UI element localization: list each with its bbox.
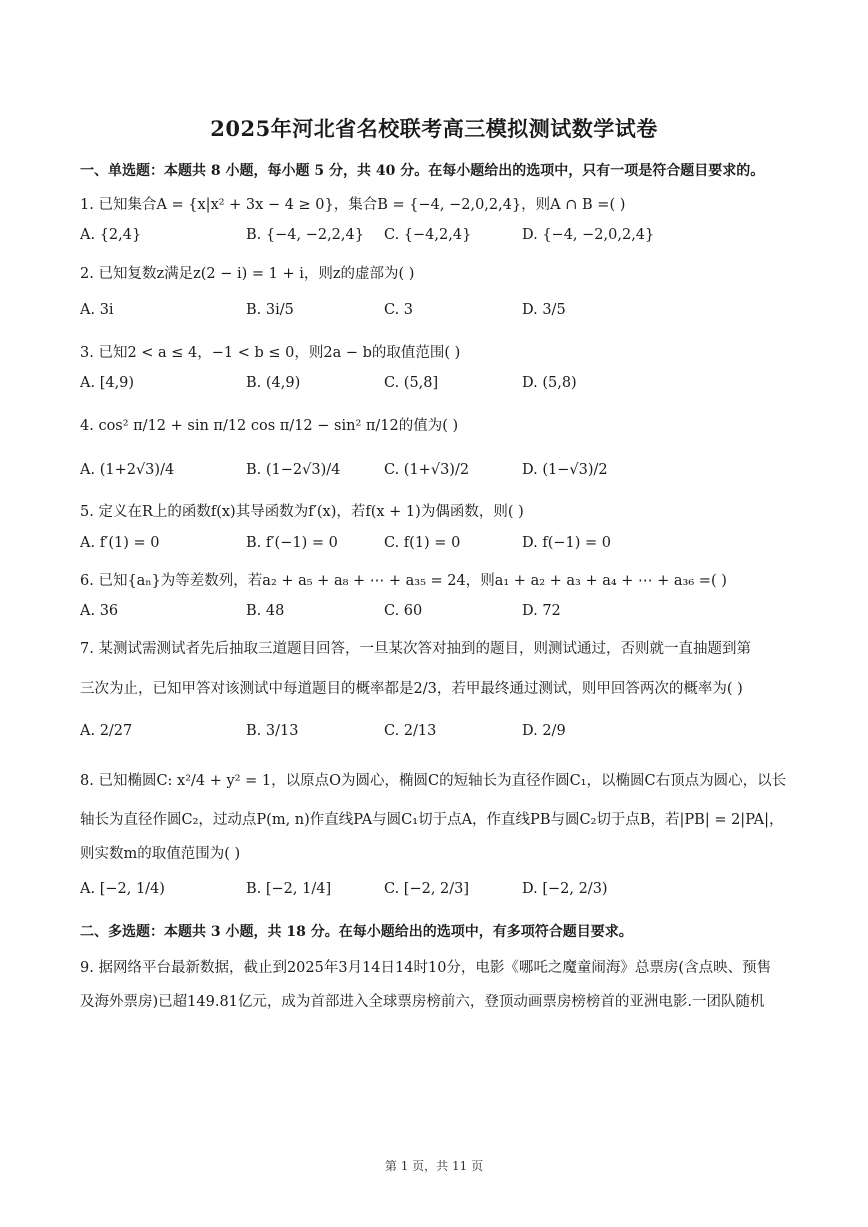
question-6-option-a: A. 36 (80, 603, 119, 619)
question-3-option-a: A. [4,9) (80, 375, 135, 391)
question-8-stem-line-2: 轴长为直径作圆C₂，过动点P(m, n)作直线PA与圆C₁切于点A，作直线PB与圆C₂切于点B，若|PB| = 2|PA|， (80, 812, 784, 828)
question-6-option-b: B. 48 (246, 603, 285, 619)
question-8-option-a: A. [−2, 1/4) (80, 881, 165, 897)
question-4-option-b: B. (1−2√3)/4 (246, 462, 341, 478)
question-7-stem-line-2: 三次为止，已知甲答对该测试中每道题目的概率都是2/3，若甲最终通过测试，则甲回答两次的概率为( ) (80, 681, 743, 697)
question-9-stem-line-2: 及海外票房)已超149.81亿元，成为首部进入全球票房榜前六，登顶动画票房榜榜首的亚洲电影.一团队随机 (80, 994, 765, 1010)
question-2-option-c: C. 3 (384, 302, 414, 318)
question-5-stem: 5. 定义在R上的函数f(x)其导函数为f′(x)，若f(x + 1)为偶函数，则( ) (80, 504, 524, 520)
question-7-option-d: D. 2/9 (522, 723, 566, 739)
question-5-option-c: C. f(1) = 0 (384, 535, 461, 551)
question-1-option-a: A. {2,4} (80, 227, 142, 243)
question-7-option-c: C. 2/13 (384, 723, 437, 739)
question-8-option-c: C. [−2, 2/3] (384, 881, 470, 897)
question-8-option-b: B. [−2, 1/4] (246, 881, 332, 897)
question-3-option-c: C. (5,8] (384, 375, 439, 391)
question-8-option-d: D. [−2, 2/3) (522, 881, 608, 897)
question-7-option-b: B. 3/13 (246, 723, 299, 739)
section-heading-multi-choice: 二、多选题：本题共 3 小题，共 18 分。在每小题给出的选项中，有多项符合题目要求。 (80, 924, 633, 940)
question-3-option-b: B. (4,9) (246, 375, 301, 391)
section-heading-single-choice: 一、单选题：本题共 8 小题，每小题 5 分，共 40 分。在每小题给出的选项中，只有一项是符合题目要求的。 (80, 163, 765, 179)
question-9-stem-line-1: 9. 据网络平台最新数据，截止到2025年3月14日14时10分，电影《哪吒之魔童闹海》总票房(含点映、预售 (80, 960, 772, 976)
question-5-option-d: D. f(−1) = 0 (522, 535, 611, 551)
question-2-option-b: B. 3i/5 (246, 302, 294, 318)
question-7-stem-line-1: 7. 某测试需测试者先后抽取三道题目回答，一旦某次答对抽到的题目，则测试通过，否则就一直抽题到第 (80, 641, 751, 657)
question-5-option-b: B. f′(−1) = 0 (246, 535, 338, 551)
question-8-stem-line-3: 则实数m的取值范围为( ) (80, 846, 241, 862)
question-1-option-d: D. {−4, −2,0,2,4} (522, 227, 655, 243)
question-1-option-b: B. {−4, −2,2,4} (246, 227, 364, 243)
question-6-option-c: C. 60 (384, 603, 423, 619)
question-4-option-d: D. (1−√3)/2 (522, 462, 608, 478)
question-5-option-a: A. f′(1) = 0 (80, 535, 160, 551)
question-4-stem: 4. cos² π/12 + sin π/12 cos π/12 − sin² π/12的值为( ) (80, 418, 459, 434)
question-2-option-a: A. 3i (80, 302, 114, 318)
question-4-option-a: A. (1+2√3)/4 (80, 462, 175, 478)
page-footer: 第 1 页，共 11 页 (384, 1159, 484, 1173)
question-3-option-d: D. (5,8) (522, 375, 577, 391)
question-8-stem-line-1: 8. 已知椭圆C: x²/4 + y² = 1，以原点O为圆心，椭圆C的短轴长为直径作圆C₁，以椭圆C右顶点为圆心，以长 (80, 773, 787, 789)
page-title: 2025年河北省名校联考高三模拟测试数学试卷 (210, 116, 658, 141)
question-2-option-d: D. 3/5 (522, 302, 566, 318)
question-4-option-c: C. (1+√3)/2 (384, 462, 470, 478)
question-1-option-c: C. {−4,2,4} (384, 227, 472, 243)
question-2-stem: 2. 已知复数z满足z(2 − i) = 1 + i，则z的虚部为( ) (80, 266, 415, 282)
question-7-option-a: A. 2/27 (80, 723, 133, 739)
question-6-stem: 6. 已知{aₙ}为等差数列，若a₂ + a₅ + a₈ + ⋯ + a₃₅ = 24，则a₁ + a₂ + a₃ + a₄ + ⋯ + a₃₆ =( ) (80, 573, 727, 589)
question-6-option-d: D. 72 (522, 603, 561, 619)
question-3-stem: 3. 已知2 < a ≤ 4，−1 < b ≤ 0，则2a − b的取值范围( ) (80, 345, 461, 361)
question-1-stem: 1. 已知集合A = {x|x² + 3x − 4 ≥ 0}，集合B = {−4, −2,0,2,4}，则A ∩ B =( ) (80, 197, 626, 213)
